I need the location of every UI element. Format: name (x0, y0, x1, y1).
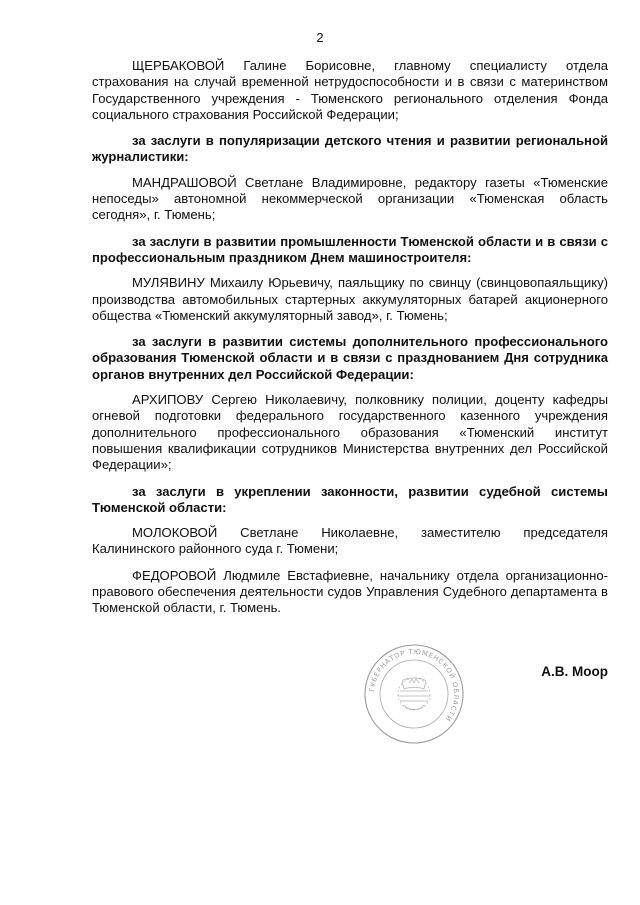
document-body (92, 58, 608, 627)
award-reason-heading: за заслуги в популяризации детского чтения и развитии региональной журналистики: (92, 133, 608, 165)
award-reason-heading: за заслуги в развитии промышленности Тюменской области и в связи с профессиональным праздником Днем машиностроителя: (92, 233, 608, 265)
award-recipient-paragraph: МОЛОКОВОЙ Светлане Николаевне, заместителю председателя Калининского районного суда г. Тюмени; (92, 525, 608, 557)
seal-text: ГУБЕРНАТОР ТЮМЕНСКОЙ ОБЛАСТИ (368, 647, 461, 724)
seal-inner-ring (380, 660, 448, 728)
award-recipient-paragraph: МУЛЯВИНУ Михаилу Юрьевичу, паяльщику по свинцу (свинцовопаяльщику) производства автомобильных стартерных аккумуляторных батарей акционерного общества «Тюменский аккумуляторный завод», г. Тюмень; (92, 275, 608, 323)
award-recipient-paragraph: АРХИПОВУ Сергею Николаевичу, полковнику полиции, доценту кафедры огневой подготовки федерального государственного казенного учреждения дополнительного профессионального образования «Тюменский институт повышения квалификации сотрудников Министерства внутренних дел Российской Федерации»; (92, 392, 608, 473)
award-recipient-paragraph: МАНДРАШОВОЙ Светлане Владимировне, редактору газеты «Тюменские непоседы» автономной некоммерческой организации «Тюменская область сегодня», г. Тюмень; (92, 174, 608, 223)
award-reason-heading: за заслуги в развитии системы дополнительного профессионального образования Тюменской области и в связи с празднованием Дня сотрудника органов внутренних дел Российской Федерации: (92, 334, 608, 382)
page-number: 2 (316, 30, 324, 45)
award-recipient-paragraph: ЩЕРБАКОВОЙ Галине Борисовне, главному специалисту отдела страхования на случай временной нетрудоспособности и в связи с материнством Государственного учреждения - Тюменского регионального отделения Фонда социального страхования Российской Федерации; (92, 58, 608, 122)
signature-name: А.В. Моор (541, 664, 608, 679)
official-seal-stamp (362, 643, 466, 745)
seal-emblem (398, 678, 430, 710)
award-recipient-paragraph: ФЕДОРОВОЙ Людмиле Евстафиевне, начальнику отдела организационно-правового обеспечения деятельности судов Управления Судебного департамента в Тюменской области, г. Тюмень. (92, 567, 608, 616)
award-reason-heading: за заслуги в укреплении законности, развитии судебной системы Тюменской области: (92, 483, 608, 515)
